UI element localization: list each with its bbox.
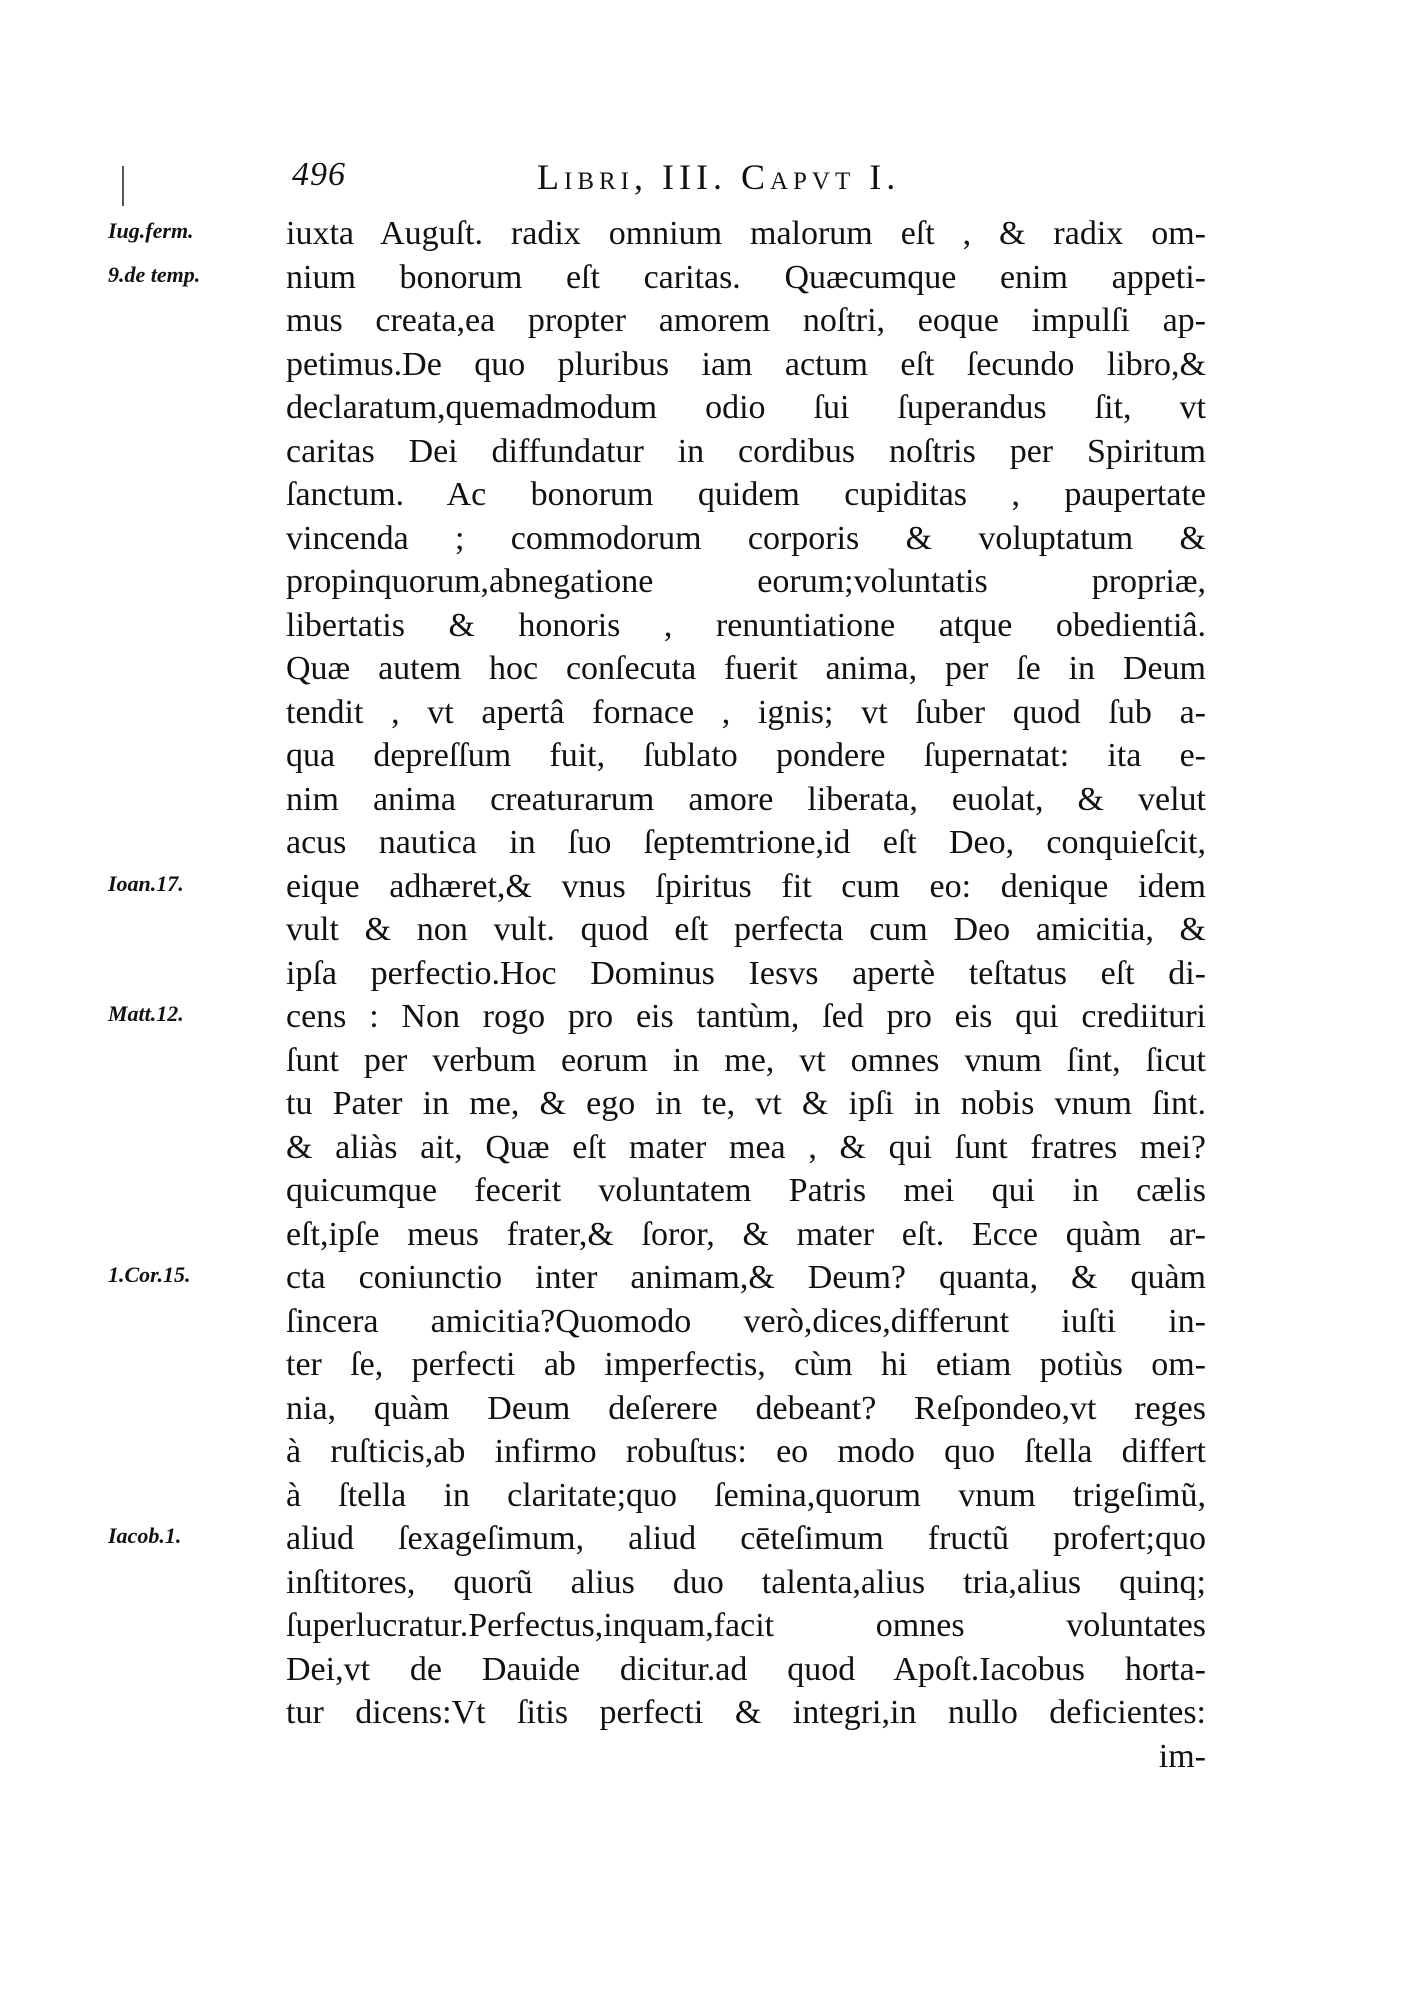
- text-line: qua depreſſum fuit, ſublato pondere ſupernatat: ita e-: [286, 737, 1206, 774]
- text-line: tendit , vt apertâ fornace , ignis; vt ſuber quod ſub a-: [286, 693, 1206, 731]
- text-line: à ruſticis,ab infirmo robuſtus: eo modo quo ſtella differt: [286, 1433, 1206, 1470]
- text-line: ſuperlucratur.Perfectus,inquam,facit omnes voluntates: [286, 1607, 1206, 1644]
- text-line: petimus.De quo pluribus iam actum eſt ſecundo libro,&: [286, 345, 1206, 383]
- page-header: [292, 156, 992, 206]
- text-line: Quæ autem hoc conſecuta fuerit anima, per ſe in Deum: [286, 650, 1206, 687]
- text-line: ter ſe, perfecti ab imperfectis, cùm hi etiam potiùs om-: [286, 1346, 1206, 1383]
- text-line: tur dicens:Vt ſitis perfecti & integri,in nullo deficientes:: [286, 1694, 1206, 1731]
- page-number: 496: [292, 156, 346, 193]
- margin-note-iacob: Iacob.1.: [108, 1523, 182, 1548]
- text-line: vult & non vult. quod eſt perfecta cum Deo amicitia, &: [286, 911, 1206, 948]
- text-line: iuxta Auguſt. radix omnium malorum eſt , & radix om-: [286, 215, 1206, 252]
- text-line: nium bonorum eſt caritas. Quæcumque enim appeti-: [286, 258, 1206, 296]
- text-line: ſunt per verbum eorum in me, vt omnes vnum ſint, ſicut: [286, 1041, 1206, 1079]
- text-line: ſincera amicitia?Quomodo verò,dices,differunt iuſti in-: [286, 1302, 1206, 1340]
- text-line: eſt,ipſe meus frater,& ſoror, & mater eſt. Ecce quàm ar-: [286, 1215, 1206, 1253]
- running-head: Libri, III. Capvt I.: [537, 157, 901, 197]
- text-line: declaratum,quemadmodum odio ſui ſuperandus ſit, vt: [286, 389, 1206, 426]
- margin-note-ioan: Ioan.17.: [108, 870, 184, 896]
- text-line: libertatis & honoris , renuntiatione atque obedientiâ.: [286, 606, 1206, 644]
- text-line: quicumque fecerit voluntatem Patris mei qui in cælis: [286, 1172, 1206, 1209]
- body-text: [286, 212, 1206, 1778]
- text-line: à ſtella in claritate;quo ſemina,quorum vnum trigeſimũ,: [286, 1476, 1206, 1514]
- margin-note-cor: 1.Cor.15.: [108, 1262, 191, 1287]
- text-line: eique adhæret,& vnus ſpiritus fit cum eo: denique idem: [286, 867, 1206, 905]
- margin-note-aug2: 9.de temp.: [108, 261, 201, 287]
- text-line: ſanctum. Ac bonorum quidem cupiditas , paupertate: [286, 476, 1206, 513]
- text-line: vincenda ; commodorum corporis & voluptatum &: [286, 519, 1206, 557]
- text-line: Dei,vt de Dauide dicitur.ad quod Apoſt.Iacobus horta-: [286, 1650, 1206, 1688]
- text-line: ipſa perfectio.Hoc Dominus Iesvs apertè teſtatus eſt di-: [286, 954, 1206, 992]
- text-line: mus creata,ea propter amorem noſtri, eoque impulſi ap-: [286, 302, 1206, 339]
- margin-note-matt: Matt.12.: [108, 1001, 184, 1026]
- text-line: cta coniunctio inter animam,& Deum? quanta, & quàm: [286, 1259, 1206, 1296]
- text-line: tu Pater in me, & ego in te, vt & ipſi in nobis vnum ſint.: [286, 1085, 1206, 1122]
- text-line: acus nautica in ſuo ſeptemtrione,id eſt Deo, conquieſcit,: [286, 824, 1206, 861]
- text-line: cens : Non rogo pro eis tantùm, ſed pro eis qui crediituri: [286, 998, 1206, 1035]
- text-line: nim anima creaturarum amore liberata, euolat, & velut: [286, 780, 1206, 818]
- text-line: & aliàs ait, Quæ eſt mater mea , & qui ſunt fratres mei?: [286, 1128, 1206, 1166]
- text-line: propinquorum,abnegatione eorum;voluntatis propriæ,: [286, 563, 1206, 600]
- text-line: caritas Dei diffundatur in cordibus noſtris per Spiritum: [286, 432, 1206, 470]
- margin-note-aug: Iug.ferm.: [108, 218, 194, 243]
- text-line: inſtitores, quorũ alius duo talenta,alius tria,alius quinq;: [286, 1563, 1206, 1601]
- margin-mark: [122, 166, 124, 206]
- text-line: aliud ſexageſimum, aliud cēteſimum fructũ profert;quo: [286, 1520, 1206, 1557]
- text-line: nia, quàm Deum deſerere debeant? Reſpondeo,vt reges: [286, 1389, 1206, 1427]
- catchword: im-: [1158, 1737, 1206, 1775]
